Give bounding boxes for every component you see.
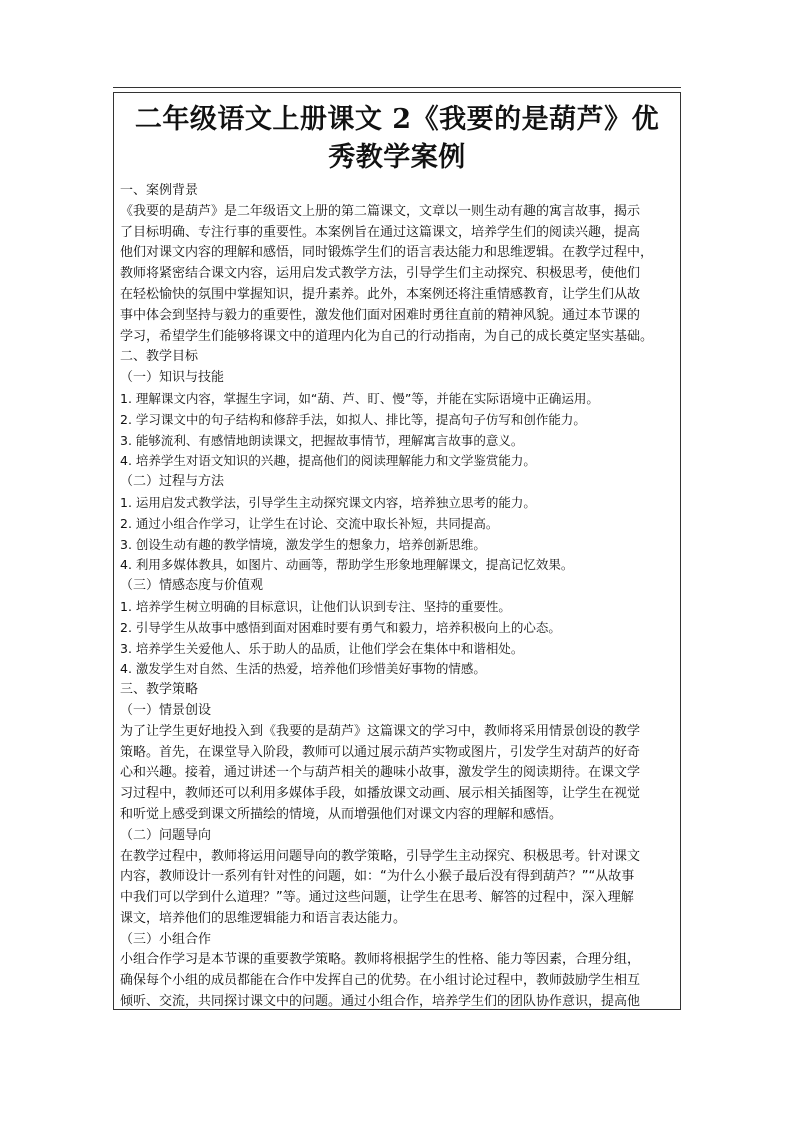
title-line-2: 秀教学案例 — [328, 142, 466, 173]
strategy-line: 策略。首先，在课堂导入阶段，教师可以通过展示葫芦实物或图片，引发学生对葫芦的好奇 — [120, 744, 641, 760]
goal-item: 3. 能够流利、有感情地朗读课文，把握故事情节，理解寓言故事的意义。 — [120, 432, 524, 448]
goal-item: 1. 培养学生树立明确的目标意识，让他们认识到专注、坚持的重要性。 — [120, 598, 511, 614]
strategy-line: 和听觉上感受到课文所描绘的情境，从而增强他们对课文内容的理解和感悟。 — [120, 806, 563, 822]
subheading-emotion: （三）情感态度与价值观 — [120, 578, 264, 594]
top-rule — [113, 87, 681, 88]
background-line: 在轻松愉快的氛围中掌握知识，提升素养。此外，本案例还将注重情感教育，让学生们从故 — [120, 286, 641, 302]
strategy-line: 课文，培养他们的思维逻辑能力和语言表达能力。 — [120, 910, 407, 926]
document-content — [120, 99, 674, 1009]
strategy-line: 倾听、交流，共同探讨课文中的问题。通过小组合作，培养学生们的团队协作意识，提高他 — [120, 994, 641, 1009]
background-line: 《我要的是葫芦》是二年级语文上册的第二篇课文，文章以一则生动有趣的寓言故事，揭示 — [120, 203, 641, 219]
background-line: 了目标明确、专注行事的重要性。本案例旨在通过这篇课文，培养学生们的阅读兴趣，提高 — [120, 224, 641, 240]
subheading-process: （二）过程与方法 — [120, 474, 225, 490]
goal-item: 4. 利用多媒体教具，如图片、动画等，帮助学生形象地理解课文，提高记忆效果。 — [120, 557, 574, 573]
goal-item: 1. 理解课文内容，掌握生字词，如“葫、芦、盯、慢”等，并能在实际语境中正确运用。 — [120, 390, 599, 406]
goal-item: 2. 通过小组合作学习，让学生在讨论、交流中取长补短，共同提高。 — [120, 515, 499, 531]
strategy-line: 习过程中，教师还可以利用多媒体手段，如播放课文动画、展示相关插图等，让学生在视觉 — [120, 786, 641, 802]
strategy-line: 心和兴趣。接着，通过讲述一个与葫芦相关的趣味小故事，激发学生的阅读期待。在课文学 — [120, 765, 641, 781]
strategy-line: 为了让学生更好地投入到《我要的是葫芦》这篇课文的学习中，教师将采用情景创设的教学 — [120, 723, 641, 739]
subheading-scenario: （一）情景创设 — [120, 702, 212, 718]
subheading-questions: （二）问题导向 — [120, 827, 212, 843]
document-title — [120, 101, 674, 177]
goal-item: 2. 学习课文中的句子结构和修辞手法，如拟人、排比等，提高句子仿写和创作能力。 — [120, 411, 586, 427]
section-heading-strategy: 三、教学策略 — [120, 682, 199, 698]
subheading-knowledge: （一）知识与技能 — [120, 370, 225, 386]
background-line: 他们对课文内容的理解和感悟，同时锻炼学生们的语言表达能力和思维逻辑。在教学过程中， — [120, 245, 654, 261]
strategy-line: 在教学过程中，教师将运用问题导向的教学策略，引导学生主动探究、积极思考。针对课文 — [120, 848, 641, 864]
goal-item: 1. 运用启发式教学法，引导学生主动探究课文内容，培养独立思考的能力。 — [120, 494, 536, 510]
background-line: 教师将紧密结合课文内容，运用启发式教学方法，引导学生们主动探究、积极思考，使他们 — [120, 266, 641, 282]
goal-item: 3. 培养学生关爱他人、乐于助人的品质，让他们学会在集体中和谐相处。 — [120, 640, 524, 656]
goal-item: 3. 创设生动有趣的教学情境，激发学生的想象力，培养创新思维。 — [120, 536, 486, 552]
strategy-line: 确保每个小组的成员都能在合作中发挥自己的优势。在小组讨论过程中，教师鼓励学生相互 — [120, 973, 641, 989]
goal-item: 2. 引导学生从故事中感悟到面对困难时要有勇气和毅力，培养积极向上的心态。 — [120, 619, 561, 635]
section-heading-background: 一、案例背景 — [120, 183, 199, 198]
background-line: 学习，希望学生们能够将课文中的道理内化为自己的行动指南，为自己的成长奠定坚实基础。 — [120, 328, 654, 344]
goal-item: 4. 激发学生对自然、生活的热爱，培养他们珍惜美好事物的情感。 — [120, 661, 486, 677]
section-heading-goals: 二、教学目标 — [120, 349, 199, 365]
strategy-line: 内容，教师设计一系列有针对性的问题，如：“为什么小猴子最后没有得到葫芦？”“从故事 — [120, 869, 635, 885]
document-frame — [113, 92, 681, 1010]
background-line: 事中体会到坚持与毅力的重要性，激发他们面对困难时勇往直前的精神风貌。通过本节课的 — [120, 307, 641, 323]
strategy-line: 小组合作学习是本节课的重要教学策略。教师将根据学生的性格、能力等因素，合理分组， — [120, 952, 641, 968]
subheading-group: （三）小组合作 — [120, 931, 212, 947]
title-line-1: 二年级语文上册课文 2《我要的是葫芦》优 — [134, 104, 660, 135]
goal-item: 4. 培养学生对语文知识的兴趣，提高他们的阅读理解能力和文学鉴赏能力。 — [120, 453, 536, 469]
strategy-line: 中我们可以学到什么道理？”等。通过这些问题，让学生在思考、解答的过程中，深入理解 — [120, 890, 634, 906]
